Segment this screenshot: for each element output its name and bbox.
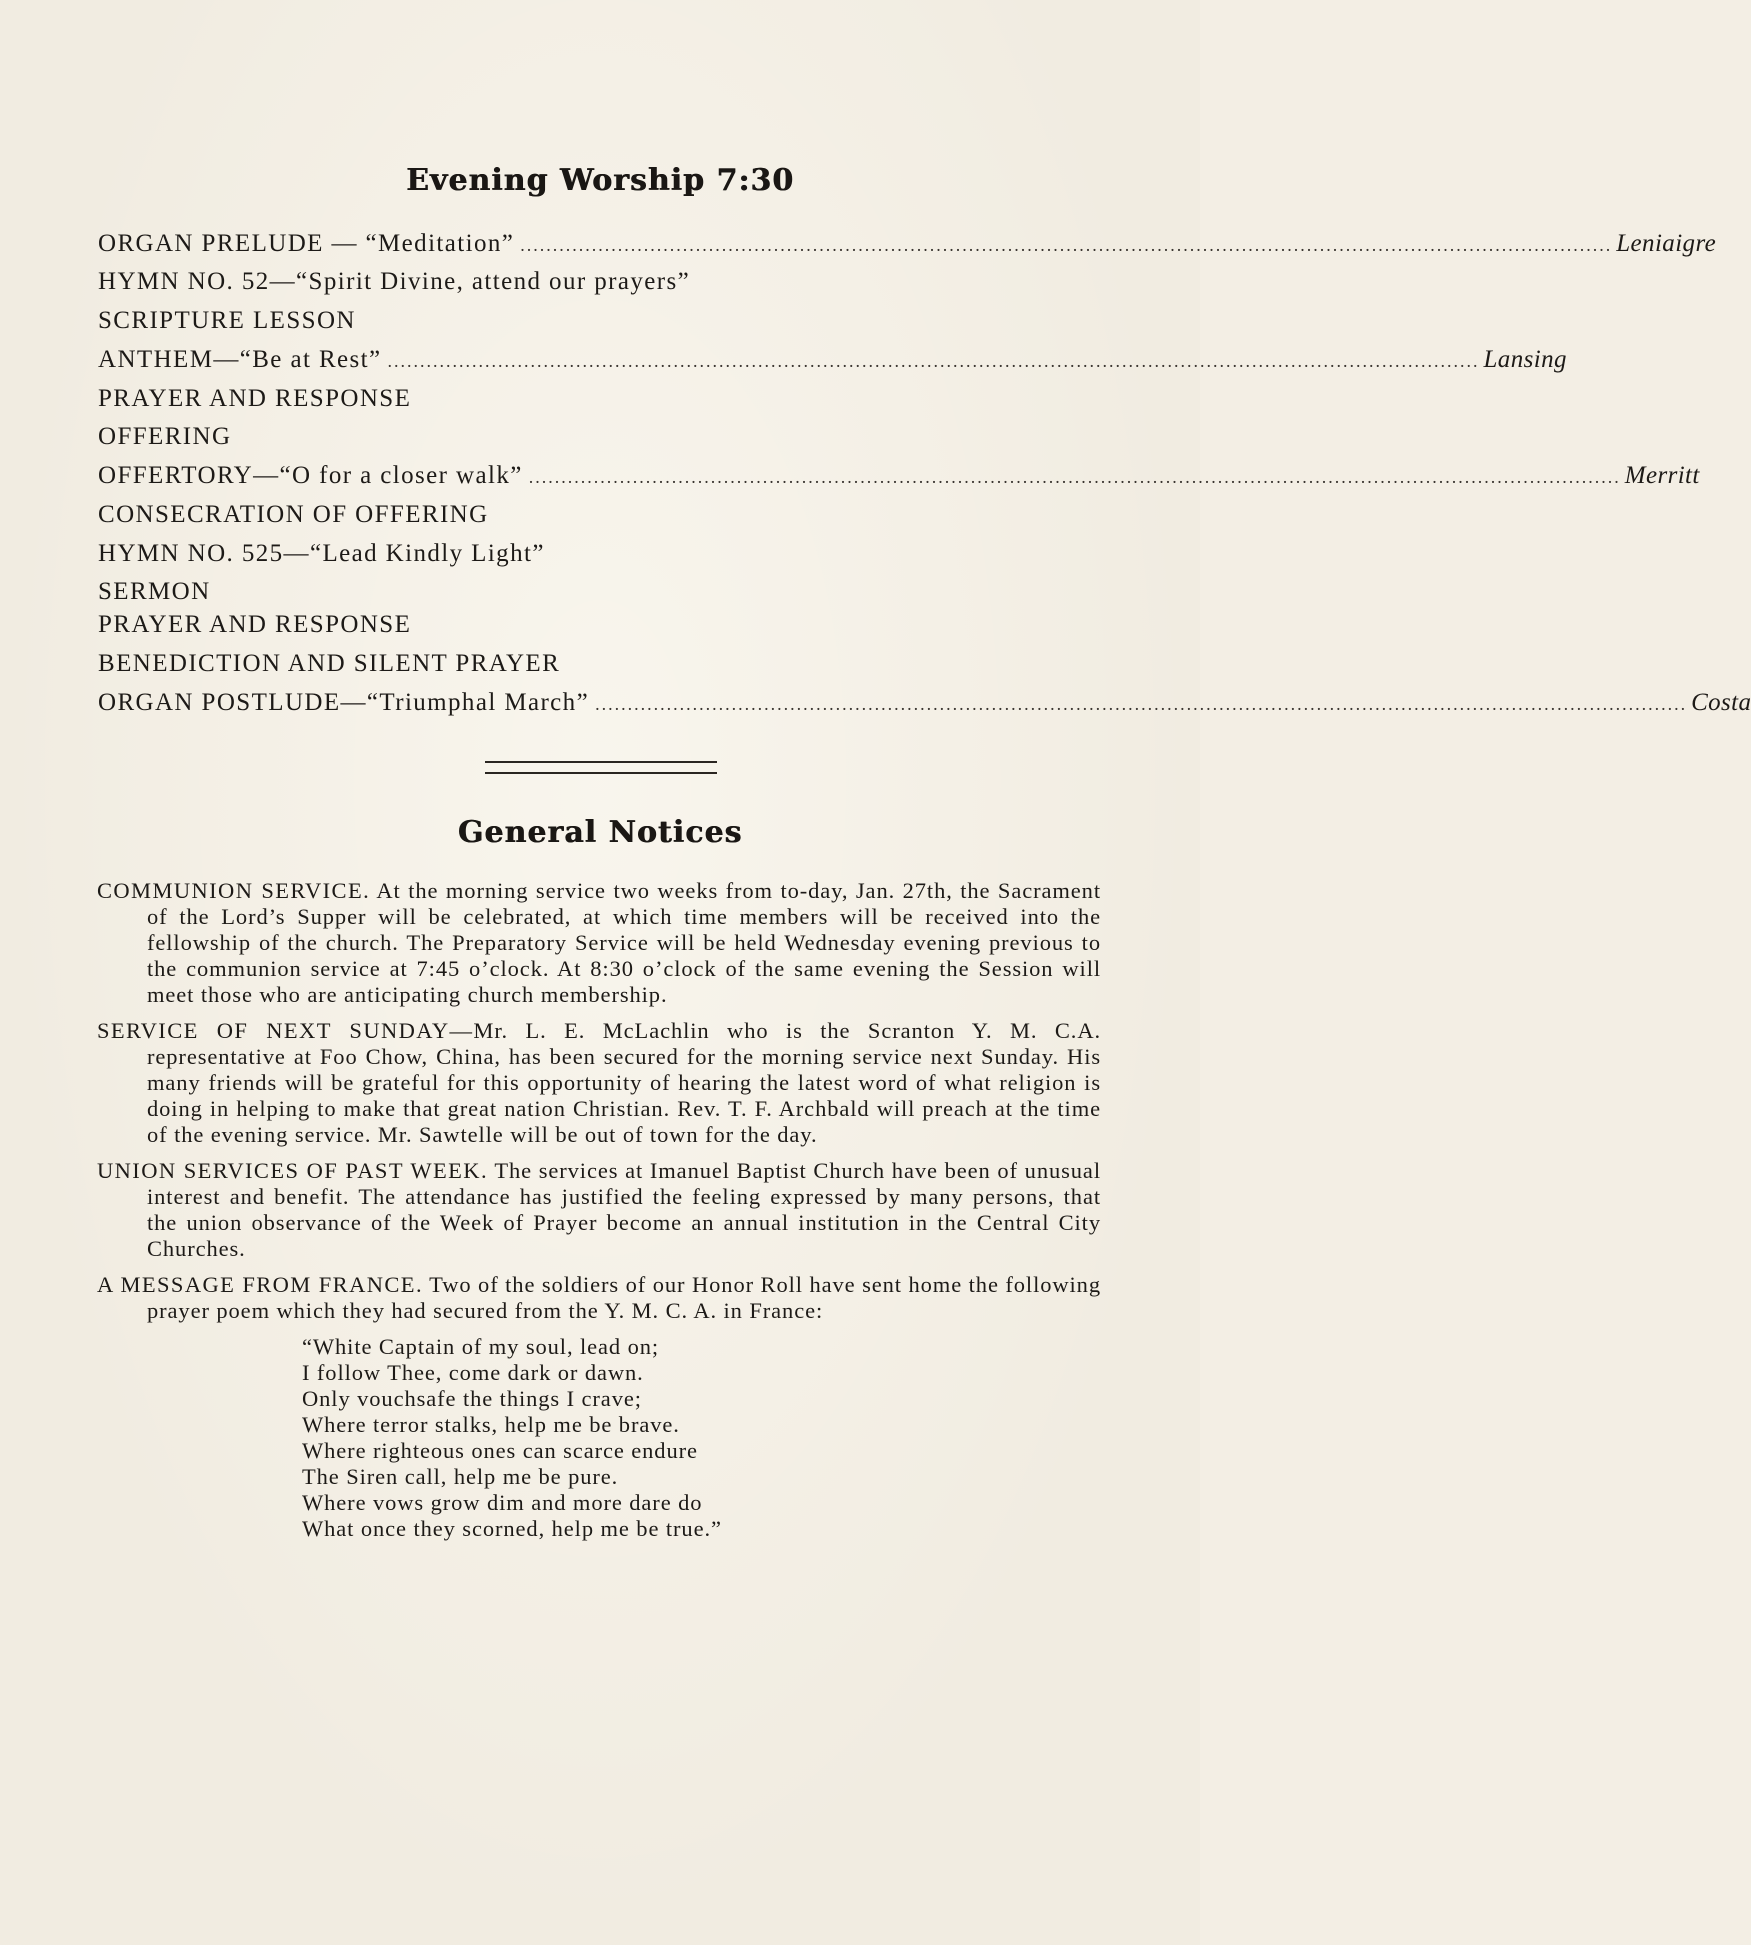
service-item-composer: Leniaigre bbox=[1616, 230, 1717, 257]
service-item bbox=[98, 578, 1104, 612]
service-item-text: CONSECRATION OF OFFERING bbox=[98, 501, 489, 528]
service-item-text: OFFERING bbox=[98, 423, 232, 450]
notice-lead: UNION SERVICES OF PAST WEEK. bbox=[97, 1158, 488, 1183]
notice-next-sunday bbox=[97, 1018, 1101, 1148]
dot-leader: ........................................................................................................................................................................ bbox=[528, 467, 1621, 487]
notice-communion-service bbox=[97, 878, 1101, 1008]
notice-body: The services at Imanuel Baptist Church have been of unusual interest and benefit. The attendance has justified the feeling expressed by many persons, that the union observance of the Week of Prayer become an annual institution in the Central City Churches. bbox=[147, 1158, 1101, 1261]
service-item bbox=[98, 650, 1104, 684]
service-item-composer: Merritt bbox=[1624, 462, 1700, 489]
service-item bbox=[98, 346, 1567, 380]
service-item bbox=[98, 230, 1717, 264]
service-item-text: HYMN NO. 525—“Lead Kindly Light” bbox=[98, 540, 545, 567]
service-item bbox=[98, 689, 1751, 723]
notice-message-from-france bbox=[97, 1272, 1101, 1324]
service-item-composer: Lansing bbox=[1483, 346, 1567, 373]
dot-leader: ........................................................................................................................................................................ bbox=[520, 235, 1613, 255]
poem-line: Where vows grow dim and more dare do bbox=[302, 1490, 703, 1515]
notice-union-services bbox=[97, 1158, 1101, 1262]
service-item-text: ANTHEM—“Be at Rest” bbox=[98, 346, 382, 373]
service-item bbox=[98, 611, 1104, 645]
prayer-poem bbox=[97, 1334, 1101, 1542]
service-item bbox=[98, 268, 1104, 302]
notices-list bbox=[97, 878, 1101, 1542]
service-item-text: BENEDICTION AND SILENT PRAYER bbox=[98, 650, 561, 677]
dot-leader: ........................................................................................................................................................................ bbox=[387, 351, 1480, 371]
service-item-text: SCRIPTURE LESSON bbox=[98, 307, 356, 334]
poem-line: Only vouchsafe the things I crave; bbox=[302, 1386, 642, 1411]
service-item bbox=[98, 307, 1104, 341]
notice-body: At the morning service two weeks from to-day, Jan. 27th, the Sacrament of the Lord’s Supper will be celebrated, at which time members will be received into the fellowship of the church. The Preparatory Service will be held Wednesday evening previous to the communion service at 7:45 o’clock. At 8:30 o’clock of the same evening the Session will meet those who are anticipating church membership. bbox=[147, 878, 1101, 1007]
poem-line: I follow Thee, come dark or dawn. bbox=[302, 1360, 644, 1385]
poem-line: The Siren call, help me be pure. bbox=[302, 1464, 619, 1489]
service-item-text: PRAYER AND RESPONSE bbox=[98, 385, 412, 412]
section-divider bbox=[485, 761, 717, 774]
service-item-text: SERMON bbox=[98, 578, 211, 605]
service-item bbox=[98, 501, 1104, 535]
poem-line: “White Captain of my soul, lead on; bbox=[302, 1334, 660, 1359]
notice-lead: SERVICE OF NEXT SUNDAY— bbox=[97, 1018, 474, 1043]
service-item-text: OFFERTORY—“O for a closer walk” bbox=[98, 462, 523, 489]
service-item bbox=[98, 423, 1104, 457]
poem-line: Where righteous ones can scarce endure bbox=[302, 1438, 698, 1463]
service-item-text: HYMN NO. 52—“Spirit Divine, attend our prayers” bbox=[98, 268, 691, 295]
notice-lead: COMMUNION SERVICE. bbox=[97, 878, 371, 903]
general-notices-heading: General Notices bbox=[457, 815, 743, 850]
service-item bbox=[98, 462, 1700, 496]
service-item bbox=[98, 385, 1104, 419]
poem-line: What once they scorned, help me be true.” bbox=[302, 1516, 722, 1541]
service-item bbox=[98, 540, 1104, 574]
notice-lead: A MESSAGE FROM FRANCE. bbox=[97, 1272, 423, 1297]
service-item-composer: Costa bbox=[1691, 689, 1751, 716]
dot-leader: ........................................................................................................................................................................ bbox=[595, 694, 1688, 714]
service-item-text: ORGAN PRELUDE — “Meditation” bbox=[98, 230, 515, 257]
poem-line: Where terror stalks, help me be brave. bbox=[302, 1412, 680, 1437]
service-item-text: PRAYER AND RESPONSE bbox=[98, 611, 412, 638]
notice-body: Two of the soldiers of our Honor Roll have sent home the following prayer poem which they had secured from the Y. M. C. A. in France: bbox=[147, 1272, 1101, 1323]
notice-body: Mr. L. E. McLachlin who is the Scranton Y. M. C.A. representative at Foo Chow, China, has been secured for the morning service next Sunday. His many friends will be grateful for this opportunity of hearing the latest word of what religion is doing in helping to make that great nation Christian. Rev. T. F. Archbald will preach at the time of the evening service. Mr. Sawtelle will be out of town for the day. bbox=[147, 1018, 1101, 1147]
evening-worship-heading: Evening Worship 7:30 bbox=[405, 163, 795, 198]
service-item-text: ORGAN POSTLUDE—“Triumphal March” bbox=[98, 689, 590, 716]
